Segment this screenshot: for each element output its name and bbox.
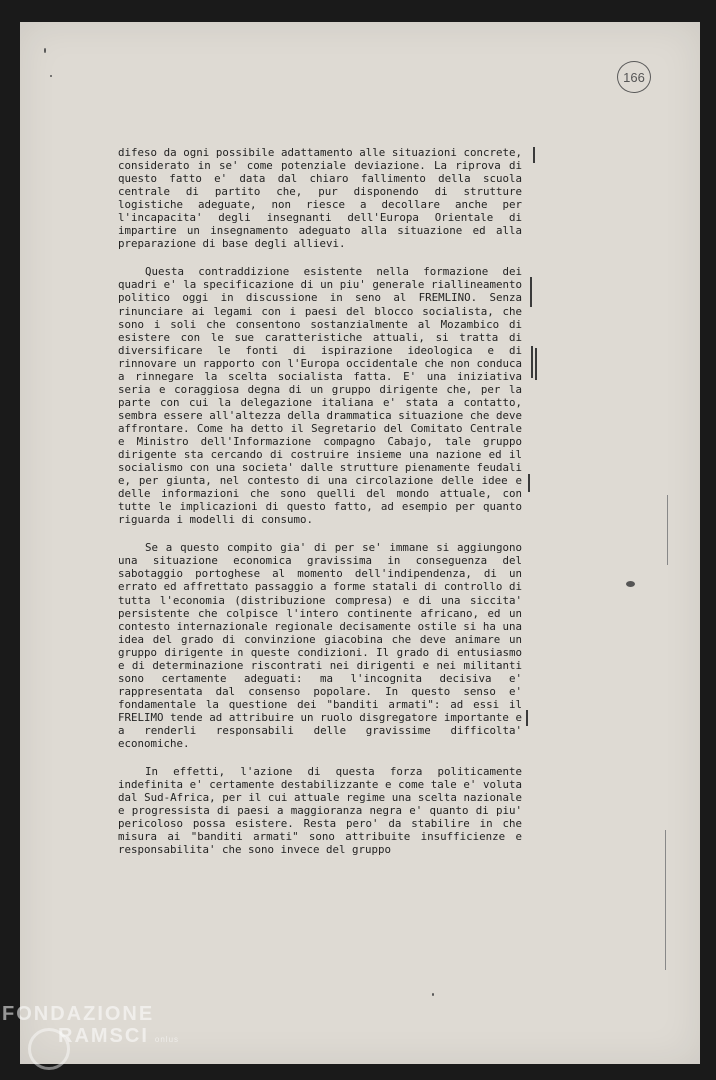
ink-speck [50, 75, 52, 77]
margin-mark [533, 147, 535, 163]
watermark-suffix: onlus [154, 1035, 180, 1044]
page-number: 166 [623, 69, 645, 85]
margin-mark [528, 474, 530, 492]
paragraph-3: Se a questo compito gia' di per se' immane si aggiungono una situazione economica gravissima in conseguenza del sabotaggio portoghese al momento dell'indipendenza, di un errato ed affrettato passaggio a forme statali di controllo di tutta l'economia (distribuzione compresa) e di una siccita' persistente che colpisce l'intero continente africano, ed un contesto internazionale regionale decisamente ostile si ha una idea del grado di convinzione giacobina che deve animare un gruppo dirigente in queste condizioni. Il grado di entusiasmo e di determinazione riscontrati nei dirigenti e nei militanti sono certamente adeguati: ma l'incognita decisiva e' rappresentata dal consenso popolare. In questo senso e' fondamentale la questione dei "banditi armati": ad essi il FRELIMO tende ad attribuire un ruolo disgregatore importante e a renderli responsabili delle gravissime difficolta' economiche. [118, 541, 522, 751]
fold-line [665, 830, 666, 970]
paragraph-4: In effetti, l'azione di questa forza politicamente indefinita e' certamente destabilizzante e come tale e' voluta dal Sud-Africa, per il cui attuale regime una scelta nazionale e progressista di paesi a maggioranza negra e' quanto di piu' pericoloso possa esistere. Resta pero' da stabilire in che misura ai "banditi armati" sono attribuite insufficienze e responsabilita' che sono invece del gruppo [118, 765, 522, 857]
watermark-line2 [2, 1025, 179, 1051]
page-number-stamp [617, 61, 651, 93]
paragraph-1: difeso da ogni possibile adattamento alle situazioni concrete, considerato in se' come potenziale deviazione. La riprova di questo fatto e' data dal chiaro fallimento della scuola centrale di partito che, pur disponendo di strutture logistiche adeguate, non riesce a decollare anche per l'incapacita' degli insegnanti dell'Europa Orientale di impartire un insegnamento adeguato alla situazione ed alla preparazione di base degli allievi. [118, 146, 522, 251]
margin-mark [526, 710, 528, 726]
watermark-line1: FONDAZIONE [2, 1003, 155, 1025]
ink-speck [626, 581, 635, 587]
margin-mark [535, 348, 537, 380]
watermark [2, 1003, 179, 1051]
margin-mark [531, 346, 533, 378]
margin-mark [530, 277, 532, 307]
watermark-line2-text: RAMSCI [58, 1025, 149, 1047]
fold-line [667, 495, 668, 565]
document-body [118, 146, 522, 871]
ink-speck [432, 993, 434, 996]
ink-speck [44, 48, 46, 53]
paragraph-2: Questa contraddizione esistente nella formazione dei quadri e' la specificazione di un piu' generale riallineamento politico oggi in discussione in seno al FREMLINO. Senza rinunciare ai legami con i paesi del blocco socialista, che sono i soli che consentono sostanzialmente al Mozambico di esistere con le sue caratteristiche attuali, si tratta di diversificare le fonti di ispirazione ideologica e di rinnovare un rapporto con l'Europa occidentale che non conduca a rinnegare la scelta socialista fatta. E' una iniziativa seria e coraggiosa degna di un gruppo dirigente che, per la parte con cui la delegazione italiana e' stata a contatto, sembra essere all'altezza della drammatica situazione che deve affrontare. Come ha detto il Segretario del Comitato Centrale e Ministro dell'Informazione compagno Cabajo, tale gruppo dirigente sta cercando di costruire insieme una nazione ed il socialismo con una societa' dalle strutture pienamente feudali e, per giunta, nel contesto di una circolazione delle idee e delle informazioni che sono quelli del mondo attuale, con tutte le implicazioni di questo fatto, ad esempio per quanto riguarda i modelli di consumo. [118, 265, 522, 527]
